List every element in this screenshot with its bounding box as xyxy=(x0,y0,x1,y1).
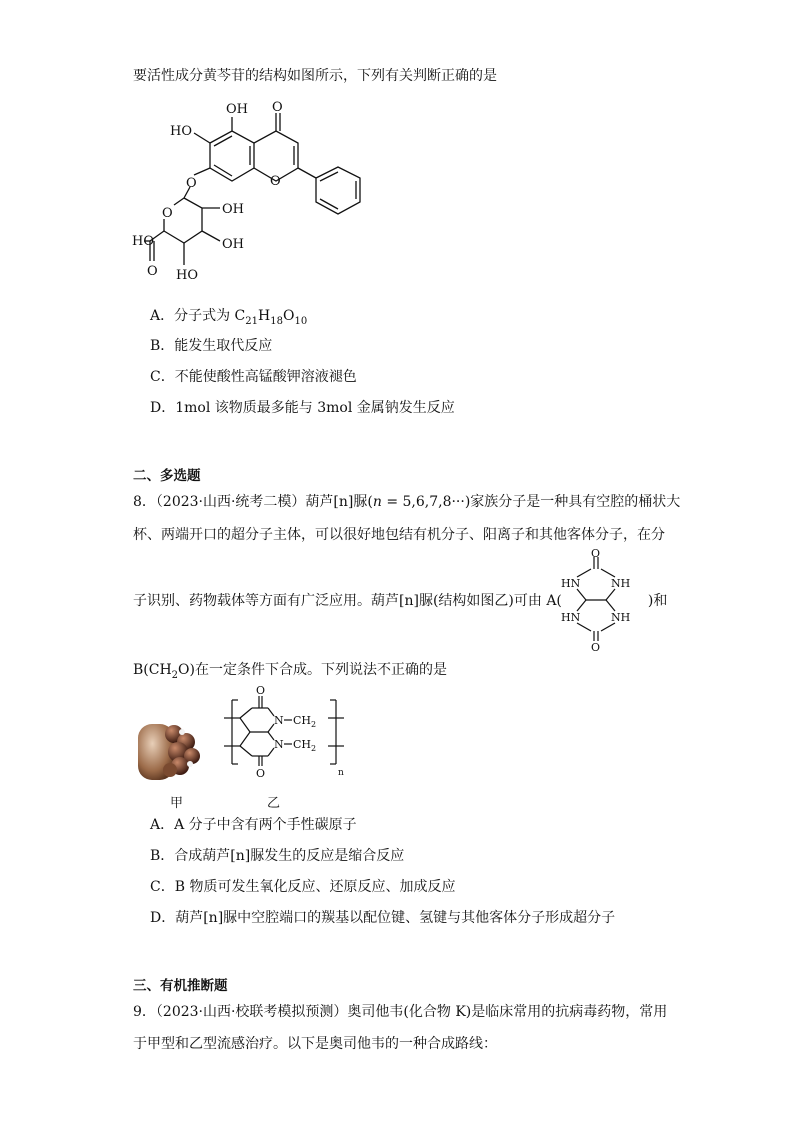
a-label-hn3: HN xyxy=(561,611,581,624)
label-o-acid: O xyxy=(147,264,158,279)
q8-line3: 子识别、药物载体等方面有广泛应用。葫芦[n]脲(结构如图乙)可由 A( )和 xyxy=(133,593,668,609)
label-oh-right2: OH xyxy=(222,237,244,252)
label-o-ring2: O xyxy=(162,206,173,221)
label-o-keto: O xyxy=(272,100,283,115)
poly-label-ch2-a: $CH_2$ xyxy=(293,714,317,729)
baicalin-structure xyxy=(130,95,420,295)
q8-line1: 8．（2023·山西·统考二模）葫芦[n]脲(n = 5,6,7,8···)家族分子是一种具有空腔的桶状大 xyxy=(133,494,681,510)
caption-yi: 乙 xyxy=(267,796,281,811)
poly-label-n1: N xyxy=(274,714,284,727)
section-organic-inference-title: 三、有机推断题 xyxy=(133,978,228,994)
label-o-ring: O xyxy=(270,174,281,189)
q8-option-d: D．葫芦[n]脲中空腔端口的羰基以配位键、氢键与其他客体分子形成超分子 xyxy=(150,910,616,926)
a-label-nh4: NH xyxy=(611,611,631,624)
glycoluril-structure xyxy=(553,547,639,653)
q8-option-b: B．合成葫芦[n]脲发生的反应是缩合反应 xyxy=(150,848,405,864)
label-o-glyc: O xyxy=(186,176,197,191)
poly-label-n: n xyxy=(338,768,344,778)
label-ho-acid: HO xyxy=(132,234,154,249)
poly-label-o1: O xyxy=(256,684,266,697)
label-oh-right1: OH xyxy=(222,202,244,217)
a-label-o2: O xyxy=(591,641,601,653)
cucurbituril-model-image xyxy=(130,712,210,788)
poly-label-n2: N xyxy=(274,738,284,751)
cucurbituril-polymer-structure xyxy=(218,680,348,780)
q8-option-c: C．B 物质可发生氧化反应、还原反应、加成反应 xyxy=(150,879,456,895)
a-label-nh2: NH xyxy=(611,577,631,590)
q8-line2: 杯、两端开口的超分子主体，可以很好地包结有机分子、阳离子和其他客体分子，在分 xyxy=(133,527,665,543)
q7-option-a: A．分子式为 $C_{21}H_{18}O_{10}$ xyxy=(150,308,308,327)
caption-jia: 甲 xyxy=(170,796,184,811)
label-ho-bottom: HO xyxy=(176,268,198,283)
a-label-hn1: HN xyxy=(561,577,581,590)
poly-label-o2: O xyxy=(256,767,266,780)
q8-line4: $B(CH_2O)$在一定条件下合成。下列说法不正确的是 xyxy=(133,662,447,681)
poly-label-ch2-b: $CH_2$ xyxy=(293,738,317,753)
label-oh-top: OH xyxy=(226,102,248,117)
q7-option-d: D．1mol 该物质最多能与 3mol 金属钠发生反应 xyxy=(150,400,455,416)
q9-line2: 于甲型和乙型流感治疗。以下是奥司他韦的一种合成路线： xyxy=(133,1036,497,1052)
q7-option-b: B．能发生取代反应 xyxy=(150,338,273,354)
q8-option-a: A．A 分子中含有两个手性碳原子 xyxy=(150,817,357,833)
a-label-o1: O xyxy=(591,547,601,560)
label-ho-left: HO xyxy=(170,124,192,139)
q9-line1: 9．（2023·山西·校联考模拟预测）奥司他韦(化合物 K)是临床常用的抗病毒药物，常用 xyxy=(133,1004,668,1020)
q7-option-c: C．不能使酸性高锰酸钾溶液褪色 xyxy=(150,369,357,385)
q7-stem: 要活性成分黄芩苷的结构如图所示，下列有关判断正确的是 xyxy=(133,68,497,84)
section-multi-choice-title: 二、多选题 xyxy=(133,468,201,484)
